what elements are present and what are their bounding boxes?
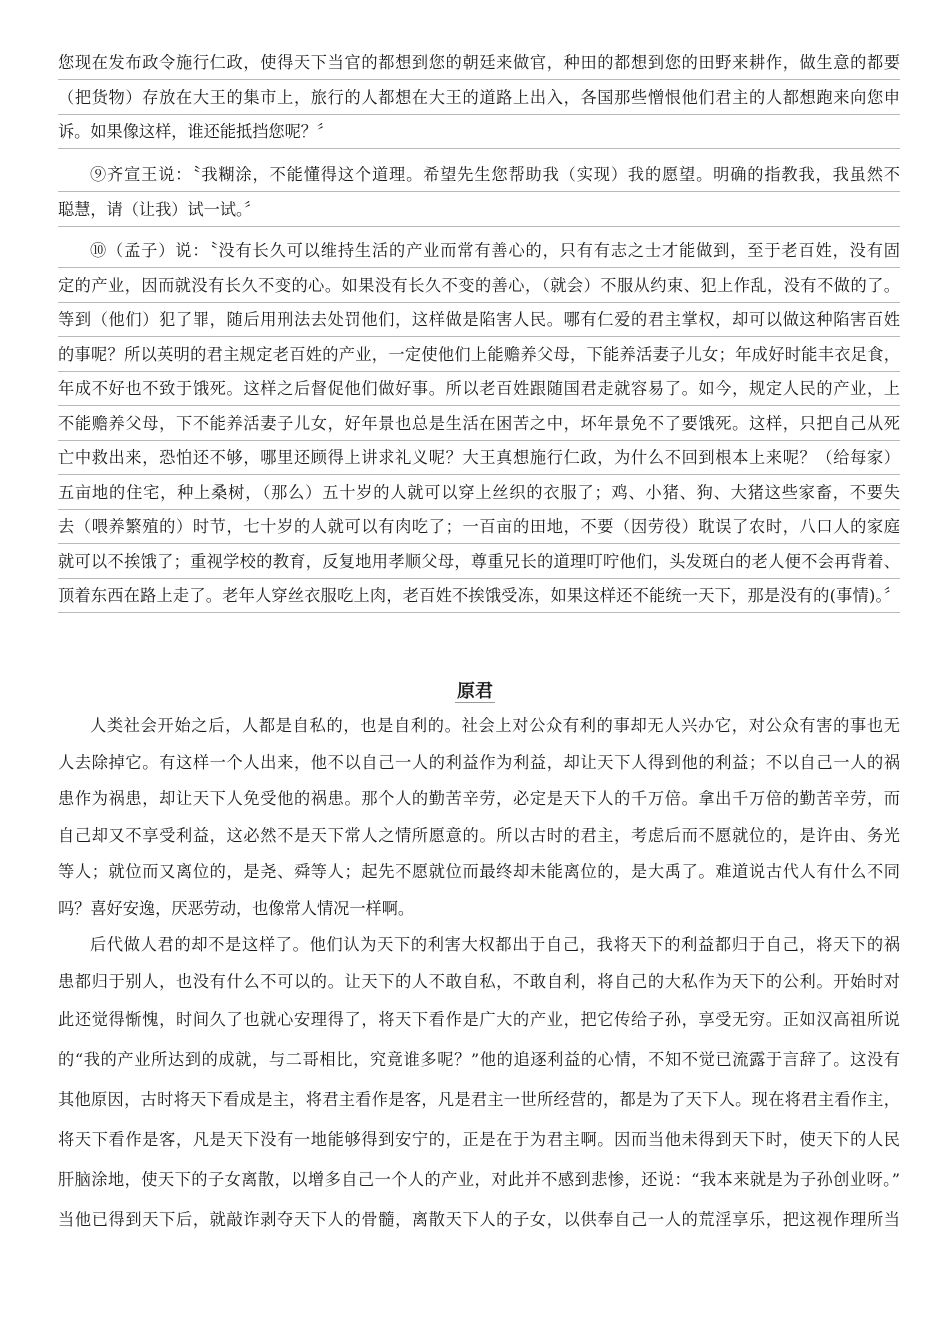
section-title-text: 原君	[457, 681, 493, 702]
text-line: 的事呢？所以英明的君主规定老百姓的产业，一定使他们上能赡养父母，下能养活妻子儿女；年成好时能丰衣足食，	[58, 338, 900, 372]
text-line: ⑨齐宣王说：〝我糊涂，不能懂得这个道理。希望先生您帮助我（实现）我的愿望。明确的指教我，我虽然不	[58, 158, 900, 192]
text-line: 吗？喜好安逸，厌恶劳动，也像常人情况一样啊。	[58, 898, 415, 918]
text-line: 聪慧，请（让我）试一试。〞	[58, 193, 900, 227]
text-line: 顶着东西在路上走了。老年人穿丝衣服吃上肉，老百姓不挨饿受冻，如果这样还不能统一天下，那是没有的(事情)。〞	[58, 579, 900, 613]
text-line: 其他原因，古时将天下看成是主，将君主看作是客，凡是君主一世所经营的，都是为了天下人。现在将君主看作主，	[58, 1090, 900, 1109]
text-line: 自己却又不享受利益，这必然不是天下常人之情所愿意的。所以古时的君主，考虑后而不愿就位的，是许由、务光	[58, 825, 900, 845]
text-line: 后代做人君的却不是这样了。他们认为天下的利害大权都出于自己，我将天下的利益都归于自己，将天下的祸	[90, 935, 900, 954]
text-line: 诉。如果像这样，谁还能抵挡您呢？〞	[58, 115, 900, 149]
text-line: 患作为祸患，却让天下人免受他的祸患。那个人的勤苦辛劳，必定是天下人的千万倍。拿出千万倍的勤苦辛劳，而	[58, 789, 900, 808]
text-line: 等到（他们）犯了罪，随后用刑法去处罚他们，这样做是陷害人民。哪有仁爱的君主掌权，却可以做这种陷害百姓	[58, 303, 900, 337]
text-line: 年成不好也不致于饿死。这样之后督促他们做好事。所以老百姓跟随国君走就容易了。如今，规定人民的产业，上	[58, 372, 900, 406]
text-line: 等人；就位而又离位的，是尧、舜等人；起先不愿就位而最终却未能离位的，是大禹了。难道说古代人有什么不同	[58, 862, 900, 881]
text-line: 人去除掉它。有这样一个人出来，他不以自己一人的利益作为利益，却让天下人得到他的利益；不以自己一人的祸	[58, 752, 900, 772]
text-line: 亡中救出来，恐怕还不够，哪里还顾得上讲求礼义呢？大王真想施行仁政，为什么不回到根本上来呢？（给每家）	[58, 441, 900, 475]
text-line: 将天下看作是客，凡是天下没有一地能够得到安宁的，正是在于为君主啊。因而当他未得到天下时，使天下的人民	[58, 1130, 900, 1149]
text-line: 就可以不挨饿了；重视学校的教育，反复地用孝顺父母，尊重兄长的道理叮咛他们，头发斑白的老人便不会再背着、	[58, 545, 900, 579]
text-line: 定的产业，因而就没有长久不变的心。如果没有长久不变的善心，（就会）不服从约束、犯上作乱，没有不做的了。	[58, 269, 900, 303]
yuanjun-body	[58, 708, 900, 1240]
text-line: 五亩地的住宅，种上桑树，（那么）五十岁的人就可以穿上丝织的衣服了；鸡、小猪、狗、大猪这些家畜，不要失	[58, 476, 900, 510]
text-line: 去（喂养繁殖的）时节，七十岁的人就可以有肉吃了；一百亩的田地，不要（因劳役）耽误了农时，八口人的家庭	[58, 510, 900, 544]
text-line: 肝脑涂地，使天下的子女离散，以增多自己一个人的产业，对此并不感到悲惨，还说：“我本来就是为子孙创业呀。”	[58, 1170, 900, 1189]
translation-paragraph-8	[58, 46, 900, 150]
text-line: ⑩（孟子）说：〝没有长久可以维持生活的产业而常有善心的，只有有志之士才能做到，至于老百姓，没有固	[58, 234, 900, 268]
text-line: （把货物）存放在大王的集市上，旅行的人都想在大王的道路上出入，各国那些憎恨他们君主的人都想跑来向您申	[58, 81, 900, 115]
text-line: 患都归于别人，也没有什么不可以的。让天下的人不敢自私，不敢自利，将自己的大私作为天下的公利。开始时对	[58, 971, 900, 991]
translation-paragraph-9	[58, 158, 900, 227]
text-line: 人类社会开始之后，人都是自私的，也是自利的。社会上对公众有利的事却无人兴办它，对公众有害的事也无	[90, 716, 900, 735]
text-line: 此还觉得惭愧，时间久了也就心安理得了，将天下看作是广大的产业，把它传给子孙，享受无穷。正如汉高祖所说	[58, 1010, 900, 1029]
section-title	[0, 677, 950, 703]
translation-paragraph-10	[58, 234, 900, 614]
text-line: 不能赡养父母，下不能养活妻子儿女，好年景也总是生活在困苦之中，坏年景免不了要饿死。这样，只把自己从死	[58, 407, 900, 441]
text-line: 当他已得到天下后，就敲诈剥夺天下人的骨髓，离散天下人的子女，以供奉自己一人的荒淫享乐，把这视作理所当	[58, 1210, 900, 1229]
text-line: 您现在发布政令施行仁政，使得天下当官的都想到您的朝廷来做官，种田的都想到您的田野来耕作，做生意的都要	[58, 46, 900, 80]
text-line: 的“我的产业所达到的成就，与二哥相比，究竟谁多呢？”他的追逐利益的心情，不知不觉已流露于言辞了。这没有	[58, 1050, 900, 1069]
